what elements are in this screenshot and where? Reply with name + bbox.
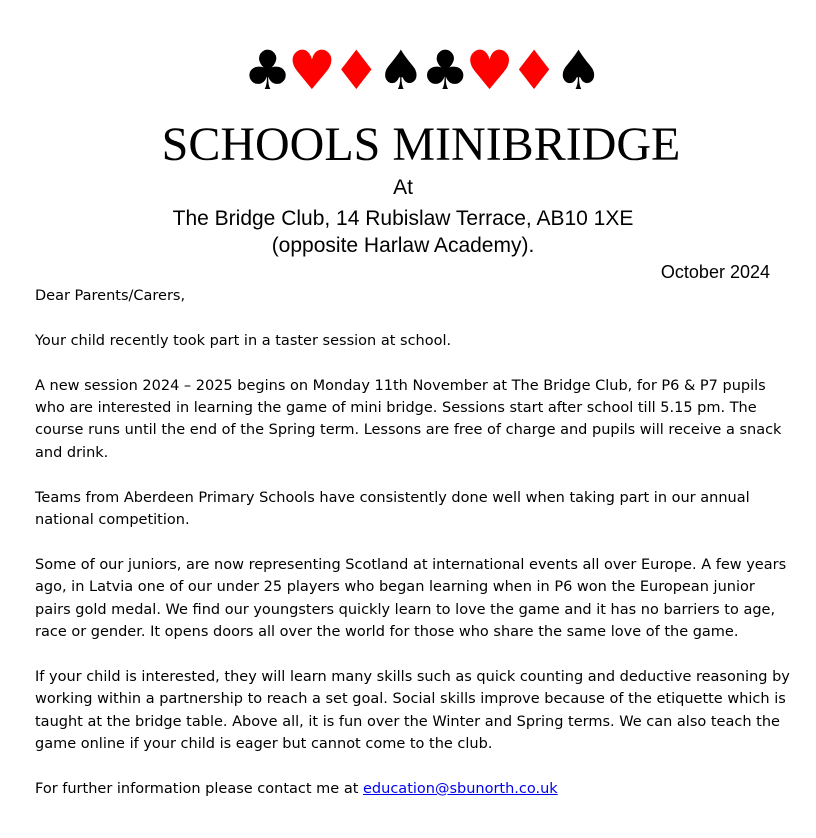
club-icon: ♣ — [421, 39, 466, 102]
spade-icon: ♠ — [554, 39, 599, 102]
diamond-icon: ♦ — [509, 39, 555, 102]
paragraph-skills: If your child is interested, they will learn many skills such as quick counting and deductive reasoning by working within a partnership to reach a set goal. Social skills improve because of the etiquette which is taught at the bridge table. Above all, it is fun over the Winter and Spring terms. We can also teach the game online if your child is eager but cannot come to the club. — [35, 668, 790, 753]
contact-email-link[interactable]: education@sbunorth.co.uk — [363, 780, 558, 797]
venue-landmark: (opposite Harlaw Academy). — [271, 234, 535, 257]
letter-date: October 2024 — [660, 262, 770, 282]
page-title: SCHOOLS MINIBRIDGE — [161, 118, 681, 171]
contact-line — [35, 778, 795, 800]
venue-address: The Bridge Club, 14 Rubislaw Terrace, AB10 1XE — [172, 207, 634, 230]
contact-text: For further information please contact me at — [35, 780, 364, 797]
paragraph-teams: Teams from Aberdeen Primary Schools have consistently done well when taking part in our annual national competition. — [35, 489, 750, 529]
paragraph-taster: Your child recently took part in a taster session at school. — [35, 332, 452, 349]
letter-body — [35, 285, 795, 823]
salutation: Dear Parents/Carers, — [35, 288, 186, 304]
paragraph-new-session: A new session 2024 – 2025 begins on Monday 11th November at The Bridge Club, for P6 & P7 pupils who are interested in learning the game of mini bridge. Sessions start after school till 5.15 pm. The course runs until the end of the Spring term. Lessons are free of charge and pupils will receive a snack and drink. — [35, 377, 782, 461]
venue-at: At — [393, 176, 413, 199]
card-suits-banner — [0, 38, 816, 104]
spade-icon: ♠ — [376, 39, 421, 102]
paragraph-juniors: Some of our juniors, are now representing Scotland at international events all over Europe. A few years ago, in Latvia one of our under 25 players who began learning when in P6 won the European junior pairs gold medal. We find our youngsters quickly learn to love the game and it has no barriers to age, race or gender. It opens doors all over the world for those who share the same love of the game. — [35, 556, 787, 641]
club-icon: ♣ — [243, 39, 288, 102]
heart-icon: ♥ — [465, 39, 510, 102]
diamond-icon: ♦ — [332, 39, 377, 102]
heart-icon: ♥ — [287, 39, 333, 102]
